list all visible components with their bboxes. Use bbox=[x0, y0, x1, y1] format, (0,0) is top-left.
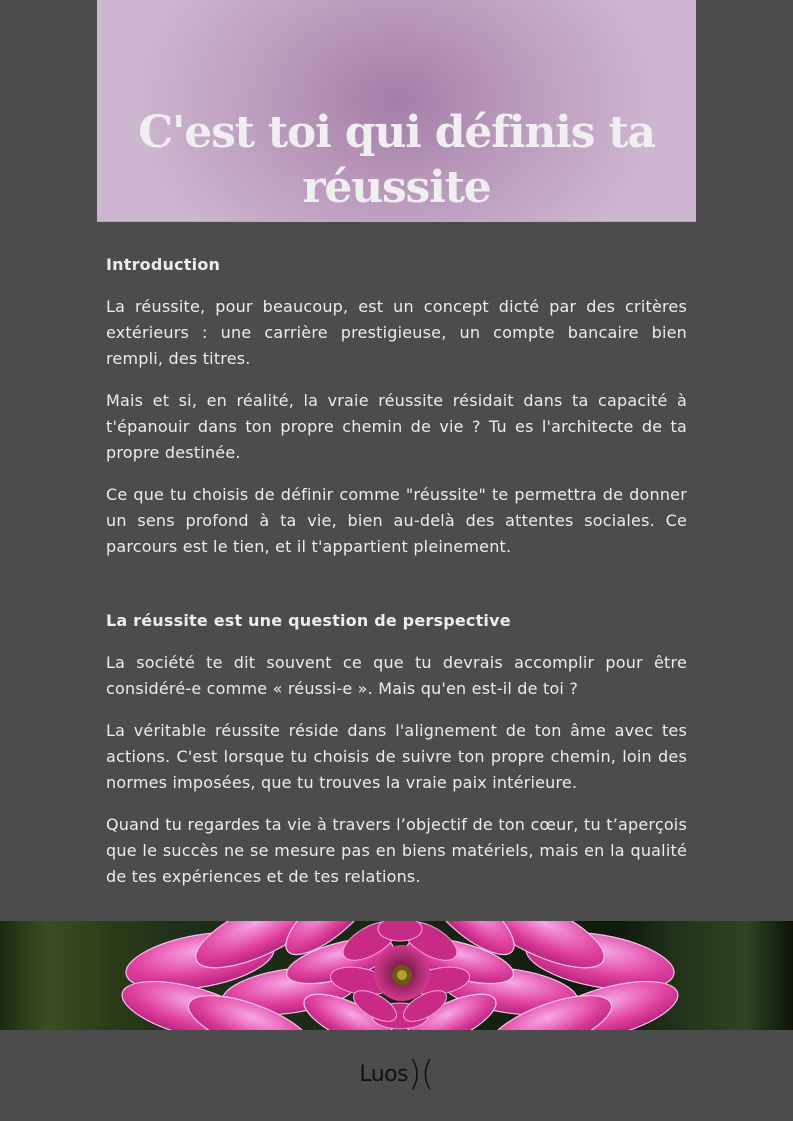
paragraph: Ce que tu choisis de définir comme "réussite" te permettra de donner un sens profond à ta vie, bien au-delà des attentes sociales. Ce parcours est le tien, et il t'appartient pleinement. bbox=[106, 485, 687, 556]
logo-text: Luos bbox=[359, 1062, 409, 1087]
hero-banner bbox=[97, 0, 696, 221]
page-title: C'est toi qui définis ta réussite bbox=[138, 107, 655, 213]
paragraph: La société te dit souvent ce que tu devrais accomplir pour être considéré-e comme « réussi-e ». Mais qu'en est-il de toi ? bbox=[106, 653, 687, 698]
section-heading-perspective: La réussite est une question de perspective bbox=[106, 611, 511, 630]
section-heading-introduction: Introduction bbox=[106, 255, 221, 274]
paragraph: Quand tu regardes ta vie à travers l’objectif de ton cœur, tu t’aperçois que le succès ne se mesure pas en biens matériels, mais en la qualité de tes expériences et de tes relations. bbox=[106, 815, 687, 886]
paragraph: La véritable réussite réside dans l'alignement de ton âme avec tes actions. C'est lorsque tu choisis de suivre ton propre chemin, loin des normes imposées, que tu trouves la vraie paix intérieure. bbox=[106, 721, 687, 792]
paragraph: La réussite, pour beaucoup, est un concept dicté par des critères extérieurs : une carrière prestigieuse, un compte bancaire bien rempli, des titres. bbox=[106, 297, 687, 368]
logo-mark: )( bbox=[408, 1054, 434, 1094]
brand-logo bbox=[0, 1054, 793, 1094]
dahlia-flower-image bbox=[0, 921, 793, 1030]
article-body bbox=[106, 252, 687, 906]
paragraph: Mais et si, en réalité, la vraie réussite résidait dans ta capacité à t'épanouir dans ton propre chemin de vie ? Tu es l'architecte de ta propre destinée. bbox=[106, 391, 687, 462]
dahlia-photo-banner bbox=[0, 921, 793, 1030]
